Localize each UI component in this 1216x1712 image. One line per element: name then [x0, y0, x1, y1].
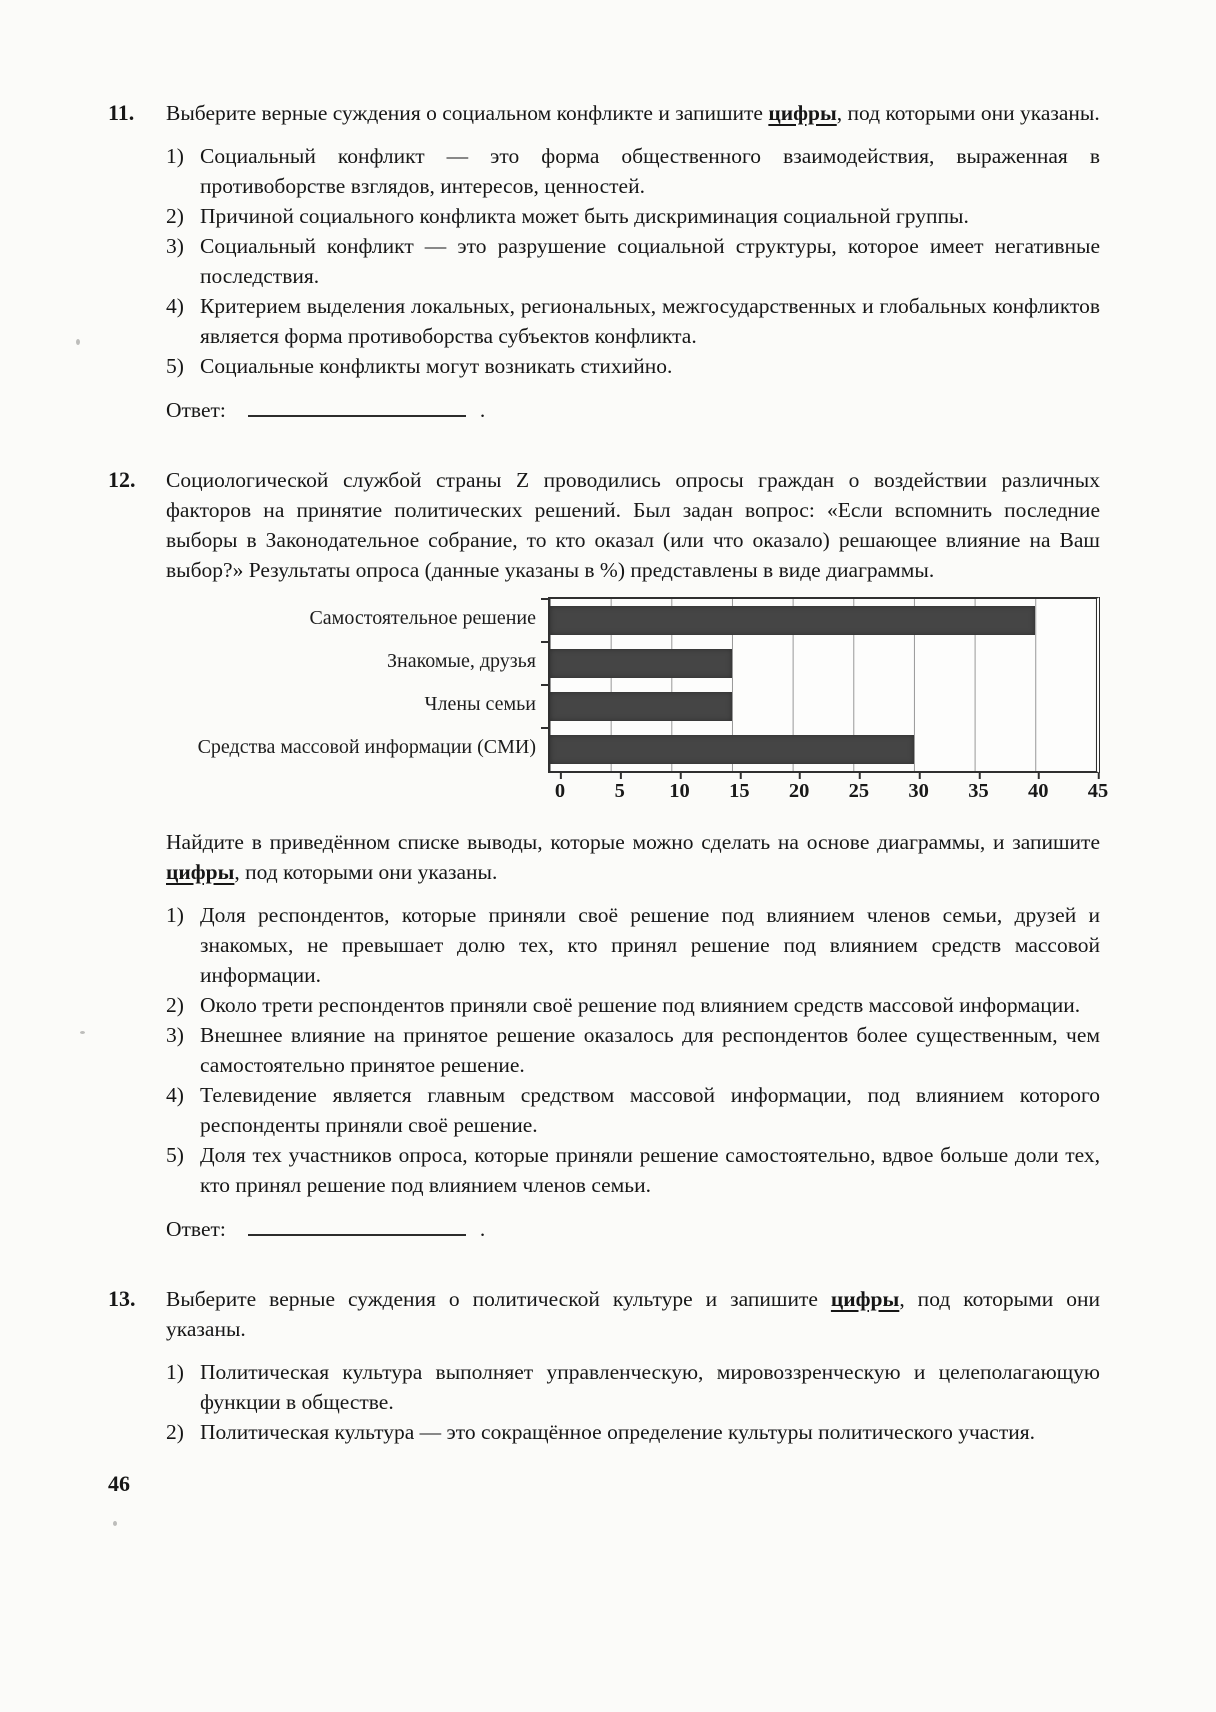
item-text: Около трети респондентов приняли своё решение под влиянием средств массовой информации. — [200, 993, 1081, 1017]
question-12 — [108, 465, 1109, 1244]
answer-period: . — [479, 398, 486, 422]
axis-tick-label: 45 — [1087, 780, 1109, 802]
stem-text: Выберите верные суждения о политической культуре и запишите — [166, 1287, 831, 1311]
item-number: 5) — [166, 354, 184, 378]
list-item — [166, 1417, 1100, 1447]
list-item — [166, 291, 1100, 351]
item-text: Доля респондентов, которые приняли своё решение под влиянием членов семьи, друзей и знакомых, не превышает долю тех, кто принял решение под влиянием средств массовой информации. — [200, 903, 1100, 987]
chart-bar — [550, 735, 914, 764]
item-number: 2) — [166, 993, 184, 1017]
chart-category-label: Средства массовой информации (СМИ) — [197, 736, 536, 758]
question-number: 12. — [108, 467, 136, 492]
axis-tick-label: 25 — [848, 780, 870, 802]
statement-list — [166, 900, 1100, 1200]
question-11 — [108, 98, 1100, 425]
chart-bar — [550, 606, 1035, 635]
scan-speck — [76, 339, 80, 345]
stem-emphasis: цифры — [768, 101, 837, 125]
item-number: 1) — [166, 903, 184, 927]
chart-category-label: Знакомые, друзья — [386, 650, 536, 672]
list-item — [166, 1020, 1100, 1080]
statement-list — [166, 141, 1100, 381]
list-item — [166, 141, 1100, 201]
axis-tick-label: 10 — [669, 780, 690, 802]
item-text: Политическая культура — это сокращённое определение культуры политического участия. — [200, 1420, 1036, 1444]
axis-tick-label: 5 — [614, 780, 625, 802]
chart-bar — [550, 649, 732, 678]
chart-category-label: Члены семьи — [424, 693, 536, 715]
chart-category-label: Самостоятельное решение — [309, 607, 536, 629]
list-item — [166, 990, 1100, 1020]
item-number: 1) — [166, 144, 184, 168]
answer-label: Ответ: — [166, 398, 226, 422]
stem-text: , под которыми они указаны. — [836, 101, 1100, 125]
list-item — [166, 1080, 1100, 1140]
question-13 — [108, 1284, 1100, 1447]
stem-text: , под которыми они указаны. — [166, 1287, 1100, 1341]
question-number: 11. — [108, 100, 135, 125]
item-number: 3) — [166, 234, 184, 258]
stem-emphasis: цифры — [166, 860, 235, 884]
list-item — [166, 231, 1100, 291]
list-item — [166, 201, 1100, 231]
scan-speck — [80, 1031, 85, 1034]
item-number: 5) — [166, 1143, 184, 1167]
chart-bar — [550, 692, 732, 721]
stem-text: Найдите в приведённом списке выводы, которые можно сделать на основе диаграммы, и запишите — [166, 830, 1100, 854]
answer-period: . — [479, 1217, 486, 1241]
item-text: Социальный конфликт — это форма общественного взаимодействия, выраженная в противоборстве взглядов, интересов, ценностей. — [200, 144, 1100, 198]
item-text: Критерием выделения локальных, региональных, межгосударственных и глобальных конфликтов является форма противоборства субъектов конфликта. — [200, 294, 1100, 348]
item-text: Причиной социального конфликта может быть дискриминация социальной группы. — [200, 204, 969, 228]
item-number: 2) — [166, 1420, 184, 1444]
axis-tick-label: 35 — [968, 780, 989, 802]
page-number: 46 — [108, 1471, 130, 1496]
item-number: 4) — [166, 1083, 184, 1107]
list-item — [166, 1357, 1100, 1417]
answer-blank — [248, 1214, 466, 1236]
bar-chart — [166, 597, 1109, 807]
axis-tick-label: 20 — [788, 780, 810, 802]
item-text: Социальный конфликт — это разрушение социальной структуры, которое имеет негативные последствия. — [200, 234, 1100, 288]
item-number: 1) — [166, 1360, 184, 1384]
answer-row — [166, 1214, 1100, 1244]
statement-list — [166, 1357, 1100, 1447]
item-number: 4) — [166, 294, 184, 318]
answer-row — [166, 395, 1100, 425]
item-number: 2) — [166, 204, 184, 228]
question-stem — [166, 1284, 1100, 1344]
question-instruction — [166, 827, 1100, 887]
stem-text: Выберите верные суждения о социальном конфликте и запишите — [166, 101, 769, 125]
axis-tick-label: 40 — [1027, 780, 1049, 802]
chart-category-labels — [166, 597, 548, 773]
item-text: Политическая культура выполняет управленческую, мировоззренческую и целеполагающую функции в обществе. — [200, 1360, 1100, 1414]
item-number: 3) — [166, 1023, 184, 1047]
question-stem — [166, 98, 1100, 128]
axis-tick-label: 0 — [554, 780, 566, 802]
list-item — [166, 900, 1100, 990]
item-text: Телевидение является главным средством массовой информации, под влиянием которого респонденты приняли своё решение. — [200, 1083, 1100, 1137]
item-text: Доля тех участников опроса, которые приняли решение самостоятельно, вдвое больше доли тех, кто принял решение под влиянием членов семьи. — [200, 1143, 1100, 1197]
list-item — [166, 351, 1100, 381]
question-number: 13. — [108, 1286, 136, 1311]
question-stem: Социологической службой страны Z проводились опросы граждан о воздействии различных факторов на принятие политических решений. Был задан вопрос: «Если вспомнить последние выборы в Законодательное собрание, то кто оказал (или что оказало) решающее влияние на Ваш выбор?» Результаты опроса (данные указаны в %) представлены в виде диаграммы. — [166, 468, 1100, 582]
answer-blank — [248, 395, 466, 417]
list-item — [166, 1140, 1100, 1200]
axis-tick-label: 15 — [729, 780, 750, 802]
answer-label: Ответ: — [166, 1217, 226, 1241]
chart-plot-area — [548, 597, 1100, 773]
axis-tick-label: 30 — [908, 780, 929, 802]
stem-text: , под которыми они указаны. — [234, 860, 498, 884]
stem-emphasis: цифры — [830, 1287, 900, 1311]
chart-x-axis — [554, 773, 1109, 807]
item-text: Внешнее влияние на принятое решение оказалось для респондентов более существенным, чем самостоятельно принятое решение. — [200, 1023, 1100, 1077]
item-text: Социальные конфликты могут возникать стихийно. — [200, 354, 673, 378]
scan-speck — [113, 1521, 117, 1526]
